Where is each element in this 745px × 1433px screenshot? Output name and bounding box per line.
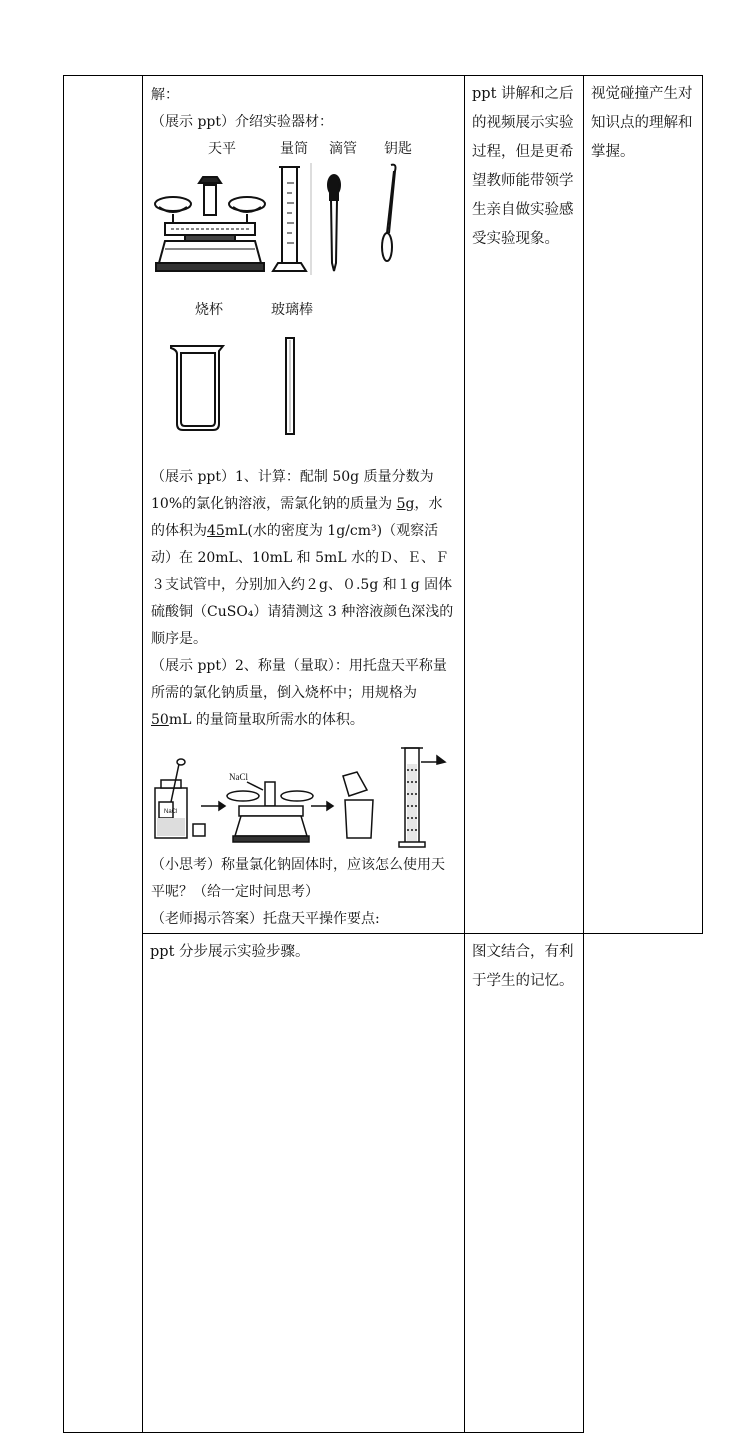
label-spoon: 钥匙 [384,141,412,157]
cylinder-illustration [273,167,306,271]
step2-text-a: （展示 ppt）2、称量（量取）：用托盘天平称量所需的氯化钠质量，倒入烧杯中；用规格为 [151,658,447,701]
label-dropper: 滴管 [329,141,357,157]
spoon-illustration [382,165,396,261]
intent-note-2: 图文结合，有利于学生的记忆。 [472,944,574,989]
balance-illustration [155,177,265,271]
label-cylinder: 量筒 [280,141,308,157]
table-row [64,76,703,934]
empty-cell [64,76,143,1433]
step1-text-a: （展示 ppt）1、计算：配制 50g 质量分数为 10%的氯化钠溶液，需氯化钠的质量为 [151,469,434,512]
method-note: ppt 讲解和之后的视频展示实验过程，但是更希望教师能带领学生亲自做实验感受实验现象。 [472,86,574,247]
equipment-illustration-1 [151,163,451,297]
bottle-label-text: NaCl [164,809,178,815]
step1-volume: 45 [207,523,225,539]
main-content-cell [143,76,465,934]
beaker-illustration [171,346,223,430]
solve-text: 解： [151,87,179,103]
reagent-bottle-illustration [155,759,205,838]
equipment-illustration-2 [151,324,451,444]
intro-text: （展示 ppt）介绍实验器材： [151,114,333,130]
step2-spec: 50 [151,712,169,728]
step1-text-b: ，水的体积为 [151,496,443,539]
nacl-label: NaCl [229,772,248,782]
procedure-illustration [151,734,456,852]
intent-note: 视觉碰撞产生对知识点的理解和掌握。 [591,86,693,160]
label-glass-rod: 玻璃棒 [271,302,313,318]
answer-paragraph: （老师揭示答案）托盘天平操作要点: [151,911,380,927]
method-cell [465,76,584,934]
step1-paragraph [151,464,456,653]
tall-cylinder-illustration [399,748,445,847]
think-paragraph: （小思考）称量氯化钠固体时，应该怎么使用天平呢？（给一定时间思考） [151,857,445,900]
procedure-figure [151,734,456,852]
step1-text-c: mL(水的密度为 1g/cm³)（观察活动）在 20mL、10mL 和 5mL 水的Ｄ、Ｅ、Ｆ３支试管中，分别加入约２g、０.5g 和１g 固体硫酸铜（CuSO₄）请猜测这 3 种溶液颜色深浅的顺序是。 [151,523,454,647]
intent-cell-2 [465,934,584,1433]
label-beaker: 烧杯 [195,302,223,318]
label-balance: 天平 [208,141,236,157]
beaker-paper-illustration [343,772,373,838]
equipment-labels-row1 [151,136,456,163]
lesson-table [63,75,703,1433]
equipment-labels-row2 [151,297,456,324]
weighing-balance-illustration [227,772,313,842]
step2-text-b: mL 的量筒量取所需水的体积。 [168,712,364,728]
table-row [64,934,703,1433]
content-block [143,76,464,933]
equipment-figure-row2 [151,324,456,464]
method-note-2: ppt 分步展示实验步骤。 [150,944,310,960]
dropper-illustration [311,163,340,275]
intent-cell [584,76,703,934]
step2-paragraph [151,653,456,734]
glass-rod-illustration [286,338,294,434]
method-cell-2 [143,934,465,1433]
step1-mass: 5g [396,496,415,512]
equipment-figure-row1 [151,163,456,297]
